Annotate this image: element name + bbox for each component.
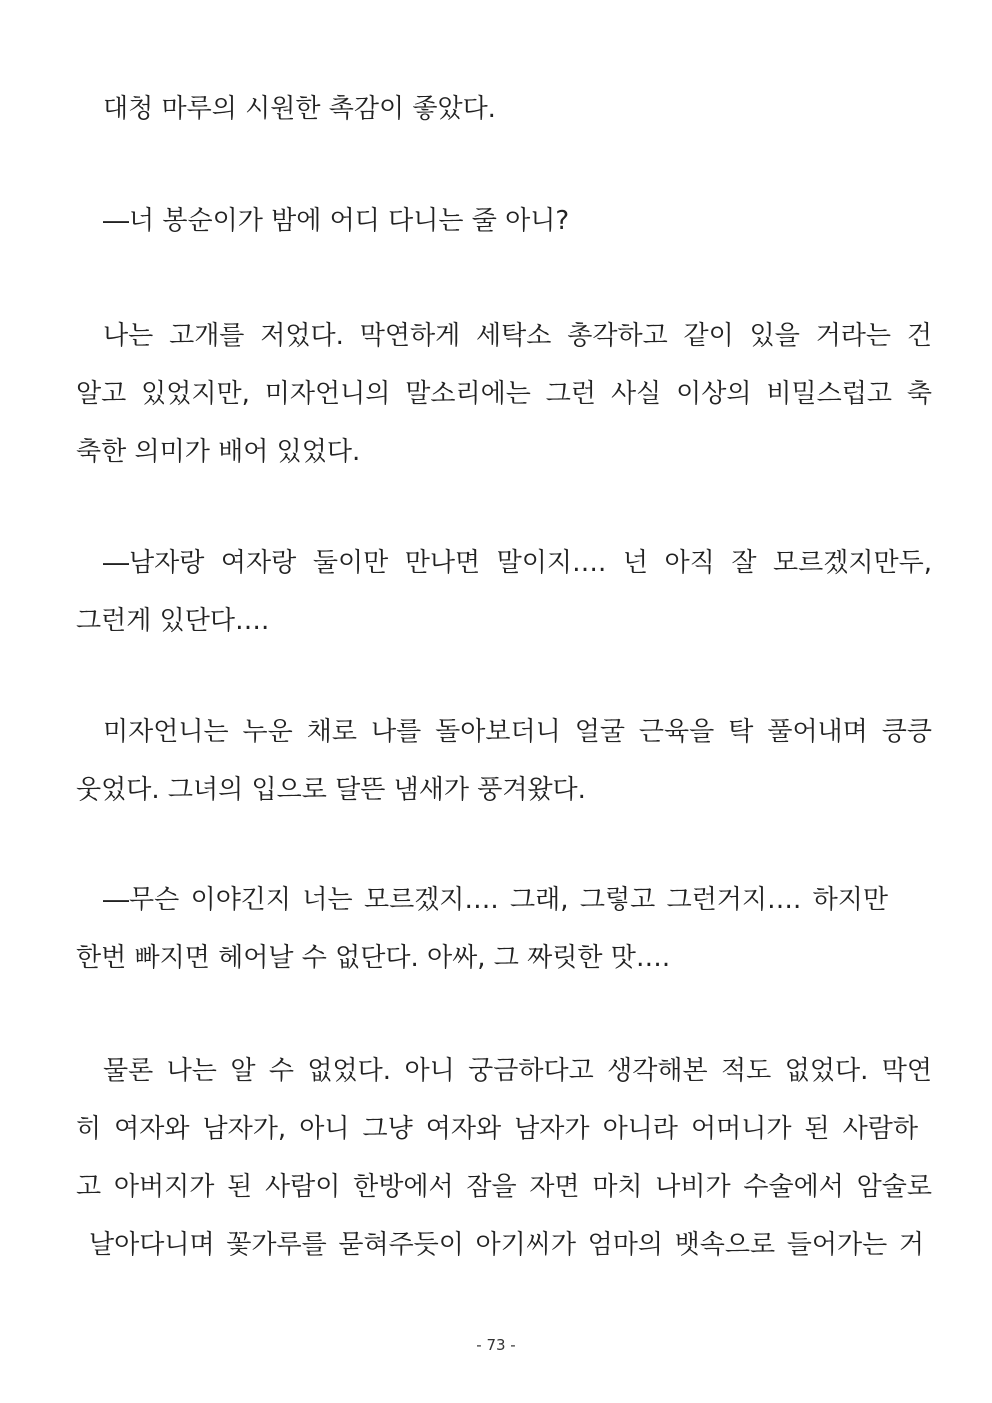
text-line: 웃었다. 그녀의 입으로 달뜬 냄새가 풍겨왔다. <box>76 775 586 805</box>
paragraph-7 <box>76 1042 932 1274</box>
text-line: 알고 있었지만, 미자언니의 말소리에는 그런 사실 이상의 비밀스럽고 축 <box>76 379 932 409</box>
paragraph-5 <box>76 703 932 819</box>
text-line: 물론 나는 알 수 없었다. 아니 궁금하다고 생각해본 적도 없었다. 막연 <box>103 1056 932 1086</box>
text-line: 미자언니는 누운 채로 나를 돌아보더니 얼굴 근육을 탁 풀어내며 킁킁 <box>103 717 932 747</box>
text-line: 고 아버지가 된 사람이 한방에서 잠을 자면 마치 나비가 수술에서 암술로 <box>76 1172 932 1202</box>
text-line: ―남자랑 여자랑 둘이만 만나면 말이지…. 넌 아직 잘 모르겠지만두, <box>103 548 932 578</box>
text-line: ―너 봉순이가 밤에 어디 다니는 줄 아니? <box>103 206 570 236</box>
text-line: 축한 의미가 배어 있었다. <box>76 437 361 467</box>
paragraph-4 <box>76 534 932 650</box>
paragraph-6 <box>76 871 932 987</box>
paragraph-2 <box>76 192 932 250</box>
paragraph-3 <box>76 307 932 481</box>
page-number: - 73 - <box>476 1336 516 1354</box>
text-line: 한번 빠지면 헤어날 수 없단다. 아싸, 그 짜릿한 맛…. <box>76 943 671 973</box>
text-line: 대청 마루의 시원한 촉감이 좋았다. <box>103 94 496 124</box>
text-line: 날아다니며 꽃가루를 묻혀주듯이 아기씨가 엄마의 뱃속으로 들어가는 거 <box>89 1230 924 1260</box>
text-line: 그런게 있단다…. <box>76 606 270 636</box>
text-line: ―무슨 이야긴지 너는 모르겠지…. 그래, 그렇고 그런거지…. 하지만 <box>103 885 888 915</box>
paragraph-1 <box>76 80 932 138</box>
text-line: 나는 고개를 저었다. 막연하게 세탁소 총각하고 같이 있을 거라는 건 <box>103 321 932 351</box>
text-line: 히 여자와 남자가, 아니 그냥 여자와 남자가 아니라 어머니가 된 사람하 <box>76 1114 918 1144</box>
